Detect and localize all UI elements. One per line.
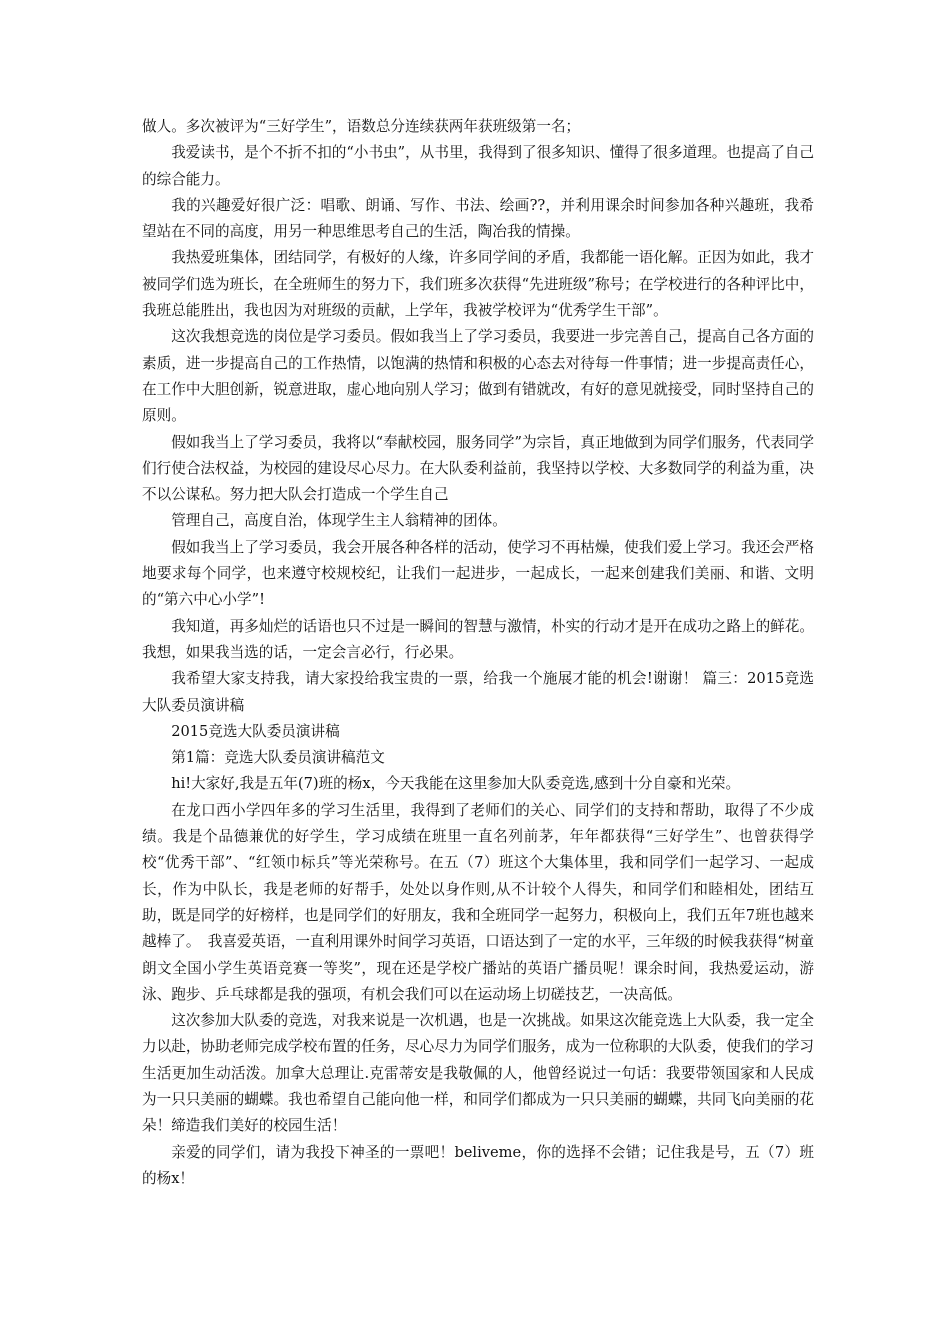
paragraph-9: 我知道，再多灿烂的话语也只不过是一瞬间的智慧与激情，朴实的行动才是开在成功之路上的鲜花。我想，如果我当选的话，一定会言必行，行必果。 — [142, 617, 814, 661]
paragraph-6: 假如我当上了学习委员，我将以“奉献校园，服务同学”为宗旨，真正地做到为同学们服务，代表同学们行使合法权益，为校园的建设尽心尽力。在大队委利益前，我坚持以学校、大多数同学的利益为重，决不以公谋私。努力把大队会打造成一个学生自己 — [142, 433, 814, 504]
paragraph-13: hi!大家好,我是五年(7)班的杨x，今天我能在这里参加大队委竞选,感到十分自豪和光荣。 — [171, 775, 741, 793]
document-body — [142, 114, 814, 1192]
paragraph-3: 我的兴趣爱好很广泛：唱歌、朗诵、写作、书法、绘画??，并利用课余时间参加各种兴趣班，我希望站在不同的高度，用另一种思维思考自己的生活，陶冶我的情操。 — [142, 196, 814, 241]
paragraph-7: 管理自己，高度自治，体现学生主人翁精神的团体。 — [171, 512, 507, 530]
section-title: 2015竞选大队委员演讲稿 — [171, 722, 340, 740]
paragraph-5: 这次我想竞选的岗位是学习委员。假如我当上了学习委员，我要进一步完善自己，提高自己各方面的素质，进一步提高自己的工作热情，以饱满的热情和积极的心态去对待每一件事情；进一步提高责任心，在工作中大胆创新，锐意进取，虚心地向别人学习；做到有错就改，有好的意见就接受，同时坚持自己的原则。 — [142, 328, 814, 425]
paragraph-15: 这次参加大队委的竞选，对我来说是一次机遇，也是一次挑战。如果这次能竞选上大队委，我一定全力以赴，协助老师完成学校布置的任务，尽心尽力为同学们服务，成为一位称职的大队委，使我们的学习生活更加生动活泼。加拿大总理让.克雷蒂安是我敬佩的人，他曾经说过一句话：我要带领国家和人民成为一只只美丽的蝴蝶。我也希望自己能向他一样，和同学们都成为一只只美丽的蝴蝶，共同飞向美丽的花朵！缔造我们美好的校园生活！ — [142, 1012, 814, 1135]
paragraph-14: 在龙口西小学四年多的学习生活里，我得到了老师们的关心、同学们的支持和帮助，取得了不少成绩。我是个品德兼优的好学生，学习成绩在班里一直名列前茅，年年都获得“三好学生”、也曾获得学校“优秀干部”、“红领巾标兵”等光荣称号。在五（7）班这个大集体里，我和同学们一起学习、一起成长，作为中队长，我是老师的好帮手，处处以身作则,从不计较个人得失，和同学们和睦相处，团结互助，既是同学的好榜样，也是同学们的好朋友，我和全班同学一起努力，积极向上，我们五年7班也越来越棒了。 我喜爱英语，一直利用课外时间学习英语，口语达到了一定的水平，三年级的时候我获得“树童朗文全国小学生英语竞赛一等奖”，现在还是学校广播站的英语广播员呢！课余时间，我热爱运动，游泳、跑步、乒乓球都是我的强项，有机会我们可以在运动场上切磋技艺，一决高低。 — [142, 801, 814, 1003]
paragraph-4: 我热爱班集体，团结同学，有极好的人缘，许多同学间的矛盾，我都能一语化解。正因为如此，我才被同学们选为班长，在全班师生的努力下，我们班多次获得“先进班级”称号；在学校进行的各种评比中，我班总能胜出，我也因为对班级的贡献，上学年，我被学校评为“优秀学生干部”。 — [142, 249, 814, 320]
paragraph-8: 假如我当上了学习委员，我会开展各种各样的活动，使学习不再枯燥，使我们爱上学习。我还会严格地要求每个同学，也来遵守校规校纪，让我们一起进步，一起成长，一起来创建我们美丽、和谐、文明的“第六中心小学”! — [142, 538, 814, 609]
paragraph-1: 做人。多次被评为“三好学生”，语数总分连续获两年获班级第一名； — [142, 118, 581, 135]
paragraph-16: 亲爱的同学们，请为我投下神圣的一票吧！beliveme，你的选择不会错；记住我是号，五（7）班的杨x！ — [142, 1143, 814, 1187]
paragraph-2: 我爱读书，是个不折不扣的“小书虫”，从书里，我得到了很多知识、懂得了很多道理。也提高了自己的综合能力。 — [142, 144, 814, 188]
section-subtitle: 第1篇：竞选大队委员演讲稿范文 — [171, 749, 385, 767]
paragraph-10: 我希望大家支持我，请大家投给我宝贵的一票，给我一个施展才能的机会!谢谢！ 篇三：2015竞选大队委员演讲稿 — [142, 670, 814, 714]
